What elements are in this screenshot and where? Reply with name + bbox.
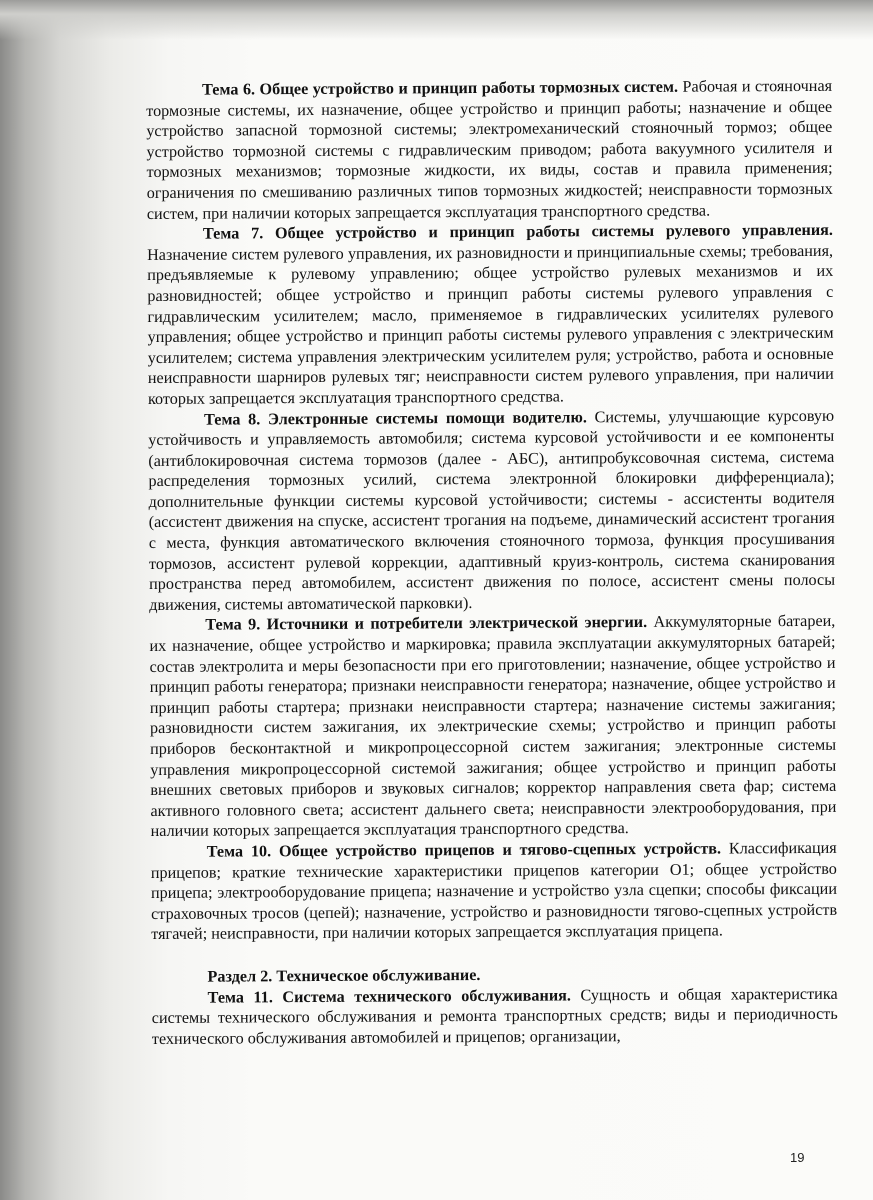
topic-6-heading: Тема 6. Общее устройство и принцип работы тормозных систем. — [202, 77, 679, 99]
topic-11-heading: Тема 11. Система технического обслуживания. — [207, 985, 571, 1007]
topic-6-text: Рабочая и стояночная тормозные системы, их назначение, общее устройство и принцип работы; назначение и общее устройство запасной тормозной системы; электромеханический стояночный тормоз; общее устройство тормозной системы с гидравлическим приводом; работа вакуумного усилителя и тормозных механизмов; тормозные жидкости, их виды, состав и правила применения; ограничения по смешиванию различных типов тормозных жидкостей; неисправности тормозных систем, при наличии которых запрещается эксплуатация транспортного средства. — [146, 76, 833, 223]
topic-8-paragraph — [148, 405, 835, 615]
topic-8-heading: Тема 8. Электронные системы помощи водителю. — [204, 407, 587, 429]
topic-9-paragraph — [149, 611, 836, 842]
topic-8-text: Системы, улучшающие курсовую устойчивость и управляемость автомобиля; система курсовой устойчивости и ее компоненты (антиблокировочная система тормозов (далее - АБС), антипробуксовочная система, система распределения тормозных усилий, система электронной блокировки дифференциала); дополнительные функции системы курсовой устойчивости; системы - ассистенты водителя (ассистент движения на спуске, ассистент трогания на подъеме, динамический ассистент трогания с места, функция автоматического включения стояночного тормоза, функция просушивания тормозов, ассистент рулевой коррекции, адаптивный круиз-контроль, система сканирования пространства перед автомобилем, ассистент движения по полосе, ассистент смены полосы движения, системы автоматической парковки). — [148, 406, 836, 614]
document-body — [146, 76, 838, 1049]
topic-11-paragraph — [152, 983, 838, 1049]
section-2-heading: Раздел 2. Техническое обслуживание. — [207, 965, 481, 986]
topic-7-paragraph — [147, 220, 834, 410]
page-number: 19 — [790, 1150, 805, 1165]
topic-9-text: Аккумуляторные батареи, их назначение, общее устройство и маркировка; правила эксплуатации аккумуляторных батарей; состав электролита и меры безопасности при его приготовлении; назначение, общее устройство и принцип работы генератора; признаки неисправности генератора; назначение, общее устройство и принцип работы стартера; признаки неисправности стартера; назначение системы зажигания; разновидности систем зажигания, их электрические схемы; устройство и принцип работы приборов бесконтактной и микропроцессорной систем зажигания; электронные системы управления микропроцессорной системой зажигания; общее устройство и принцип работы внешних световых приборов и звуковых сигналов; корректор направления света фар; система активного головного света; ассистент дальнего света; неисправности электрооборудования, при наличии которых запрещается эксплуатация транспортного средства. — [149, 612, 837, 841]
topic-10-paragraph — [151, 838, 838, 945]
topic-6-paragraph — [146, 76, 833, 224]
topic-7-text: Назначение систем рулевого управления, их разновидности и принципиальные схемы; требования, предъявляемые к рулевому управлению; общее устройство рулевых механизмов и их разновидностей; общее устройство и принцип работы системы рулевого управления с гидравлическим усилителем; масло, применяемое в гидравлических усилителях рулевого управления; общее устройство и принцип работы системы рулевого управления с электрическим усилителем; система управления электрическим усилителем руля; устройство, работа и основные неисправности шарниров рулевых тяг; неисправности систем рулевого управления, при наличии которых запрещается эксплуатация транспортного средства. — [147, 241, 834, 408]
scan-shadow-top — [0, 0, 873, 40]
topic-10-heading: Тема 10. Общее устройство прицепов и тягово-сцепных устройств. — [206, 839, 722, 861]
topic-7-heading: Тема 7. Общее устройство и принцип работы системы рулевого управления. — [202, 220, 833, 243]
topic-9-heading: Тема 9. Источники и потребители электрической энергии. — [205, 613, 648, 635]
topic-10-text: Классификация прицепов; краткие технические характеристики прицепов категории О1; общее устройство прицепа; электрооборудование прицепа; назначение и устройство узла сцепки; способы фиксации страховочных тросов (цепей); назначение, устройство и разновидности тягово-сцепных устройств тягачей; неисправности, при наличии которых запрещается эксплуатация прицепа. — [150, 838, 838, 944]
topic-11-text: Сущность и общая характеристика системы технического обслуживания и ремонта транспортных средств; виды и периодичность технического обслуживания автомобилей и прицепов; организации, — [151, 984, 838, 1048]
